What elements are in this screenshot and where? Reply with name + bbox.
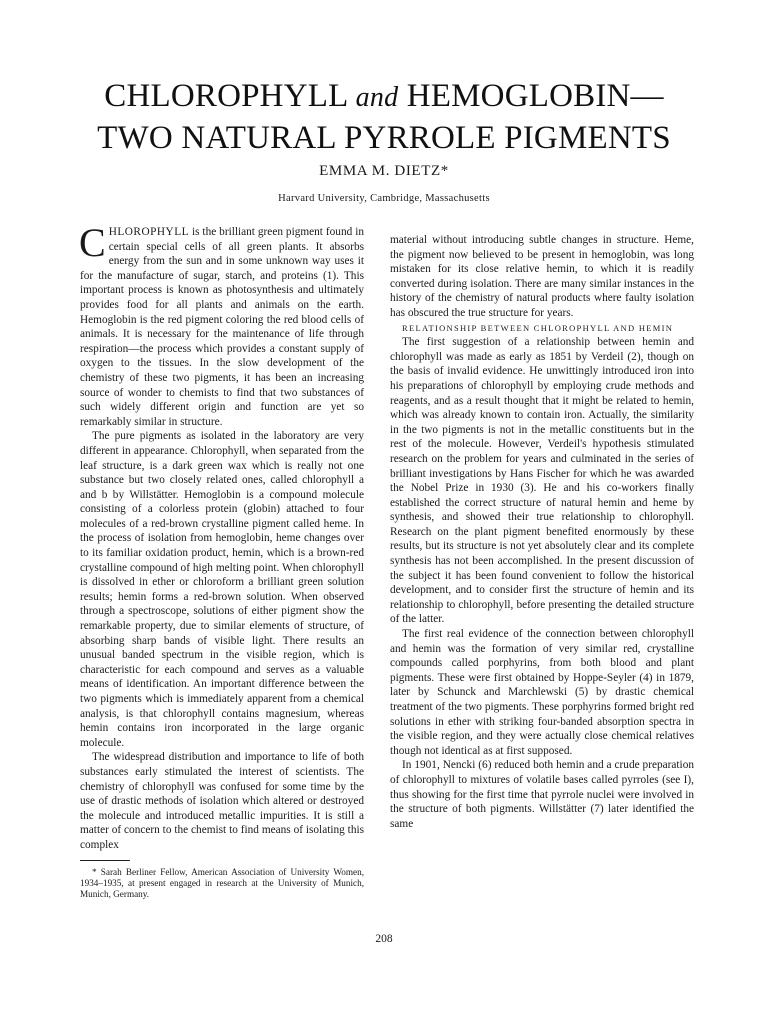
footnote-rule bbox=[80, 860, 130, 861]
paragraph-pigments: The pure pigments as isolated in the laboratory are very different in appearance. Chlorophyll, when separated from the leaf structure, is a dark green wax which is really not one substance but two closely related ones, called chlorophyll a and b by Willstätter. Hemoglobin is a compound molecule consisting of a colorless protein (globin) attached to four molecules of a red-brown crystalline pigment called heme. In the process of isolation from hemoglobin, heme changes over to its familiar oxidation product, hemin, which is a brown-red crystalline compound of high melting point. When chlorophyll is dissolved in ether or chloroform a brilliant green solution results; hemin forms a red-brown solution. When observed through a spectroscope, solutions of either pigment show the remarkable property, due to similar elements of structure, of absorbing sharp bands of visible light. There results an unusual banded spectrum in the visible region, which is characteristic for each compound and serves as a valuable means of identification. An important difference between the two pigments which is immediately apparent from a chemical analysis, is that chlorophyll contains magnesium, whereas hemin contains iron incorporated in the large organic molecule. bbox=[80, 430, 364, 749]
title-line-1 bbox=[0, 76, 768, 118]
paragraph-first-evidence: The first real evidence of the connection between chlorophyll and hemin was the formation of very similar red, crystalline compounds called porphyrins, from both blood and plant pigments. These were first obtained by Hoppe-Seyler (4) in 1879, later by Schunck and Marchlewski (5) by drastic chemical treatment of the two pigments. These porphyrins formed bright red solutions in ether with striking four-banded absorption spectra in the visible region, and they were actually close chemical relatives though not identical as at first supposed. bbox=[390, 628, 694, 757]
author-affiliation: Harvard University, Cambridge, Massachusetts bbox=[278, 193, 490, 204]
drop-cap: C bbox=[79, 220, 106, 265]
intro-lead-word: HLOROPHYLL bbox=[108, 226, 189, 238]
paragraph-intro bbox=[79, 220, 364, 429]
author-name: EMMA M. DIETZ* bbox=[319, 163, 449, 179]
right-column bbox=[390, 233, 694, 831]
paragraph-first-suggestion: The first suggestion of a relationship between hemin and chlorophyll was made as early as 1851 by Verdeil (2), though on the basis of invalid evidence. He unwittingly introduced iron into his preparations of chlorophyll by employing crude methods and reagents, and as a result thought that it might be related to hemin, which was already known to contain iron. Actually, the similarity in the two pigments is not in the metallic constituents but in the rest of the molecule. However, Verdeil's hypothesis stimulated research on the problem for years and culminated in the series of brilliant investigations by Hans Fischer for which he was awarded the Nobel Prize in 1930 (3). He and his co-workers finally established the correct structure of natural hemin and heme by synthesis, and showed their true relationship to chlorophyll. Research on the plant pigment benefited enormously by these results, but its structure is not yet absolutely clear and its complete synthesis has not been accomplished. In the present discussion of the subject it has been found convenient to follow the historical development, and to consider first the structure of hemin and its relationship to chlorophyll, before presenting the detailed structure of the latter. bbox=[390, 336, 694, 626]
paragraph-distribution: The widespread distribution and importance to life of both substances early stimulated the interest of scientists. The chemistry of chlorophyll was confused for some time by the use of drastic methods of isolation which altered or destroyed the molecule and introduced metallic impurities. It is still a matter of concern to the chemist to find means of isolating this complex bbox=[80, 751, 364, 851]
title-part-1: CHLOROPHYLL bbox=[104, 78, 356, 114]
paragraph-continued: material without introducing subtle changes in structure. Heme, the pigment now believed to be present in hemoglobin, was long mistaken for its close relative hemin, to which it is readily converted during isolation. There are many similar instances in the history of the chemistry of natural products where faulty isolation has obscured the true structure for years. bbox=[390, 234, 694, 319]
paragraph-nencki: In 1901, Nencki (6) reduced both hemin and a crude preparation of chlorophyll to mixtures of volatile bases called pyrroles (see I), thus showing for the first time that pyrrole nuclei were involved in the structure of both pigments. Willstätter (7) later identified the same bbox=[390, 759, 694, 830]
title-line-2: TWO NATURAL PYRROLE PIGMENTS bbox=[97, 120, 671, 156]
left-column bbox=[79, 220, 364, 900]
footnote: * Sarah Berliner Fellow, American Association of University Women, 1934–1935, at present engaged in research at the University of Munich, Munich, Germany. bbox=[80, 866, 364, 899]
title-part-2: HEMOGLOBIN— bbox=[398, 78, 664, 114]
intro-text: is the brilliant green pigment found in certain special cells of all green plants. It absorbs energy from the sun and in some unknown way uses it for the manufacture of sugar, starch, and proteins (1). This important process is known as photosynthesis and ultimately provides food for all plants and animals on the earth. Hemoglobin is the red pigment coloring the red blood cells of animals. It is necessary for the maintenance of life through respiration—the process which provides a constant supply of oxygen to the tissues. In the slow development of the chemistry of these two pigments, it has been an increasing source of wonder to chemists to find that two substances of such widely different origin and function are yet so remarkably similar in structure. bbox=[80, 226, 364, 428]
section-heading: RELATIONSHIP BETWEEN CHLOROPHYLL AND HEMIN bbox=[402, 322, 674, 333]
title-and: and bbox=[355, 82, 399, 113]
page-number: 208 bbox=[375, 933, 393, 945]
paper-title bbox=[0, 76, 768, 159]
